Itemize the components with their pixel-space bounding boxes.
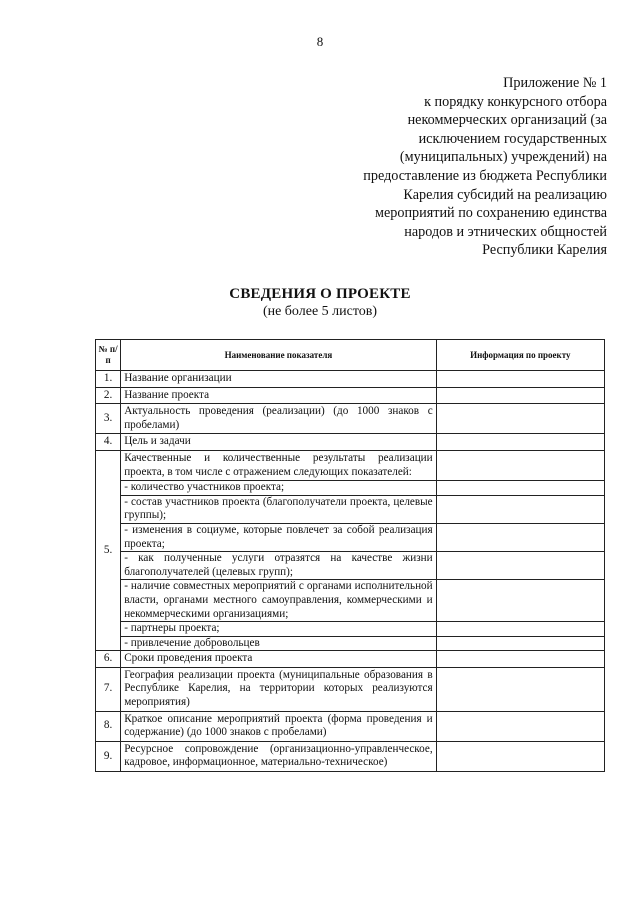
table-subrow (96, 495, 605, 523)
appendix-line: мероприятий по сохранению единства (375, 205, 607, 222)
row-num: 3. (96, 404, 121, 434)
table-subrow (96, 622, 605, 637)
table-row (96, 741, 605, 771)
row-info-cell[interactable] (436, 371, 604, 388)
appendix-line: (муниципальных) учреждений) на (399, 149, 607, 166)
row-info-cell[interactable] (436, 580, 604, 622)
table-subrow (96, 481, 605, 496)
row-name: Ресурсное сопровождение (организационно-управленческое, кадровое, информационное, материально-техническое) (121, 741, 436, 771)
table-subrow (96, 580, 605, 622)
row-num: 4. (96, 434, 121, 451)
appendix-header (317, 74, 607, 260)
row-num: 9. (96, 741, 121, 771)
row-name: Качественные и количественные результаты реализации проекта, в том числе с отражением следующих показателей: (121, 450, 436, 480)
row-info-cell[interactable] (436, 387, 604, 404)
row-info-cell[interactable] (436, 741, 604, 771)
table-row (96, 404, 605, 434)
table-row (96, 387, 605, 404)
row-name: Актуальность проведения (реализации) (до 1000 знаков с пробелами) (121, 404, 436, 434)
table-header-row (96, 340, 605, 371)
row-num: 6. (96, 651, 121, 668)
row-name: Название проекта (121, 387, 436, 404)
row-name: - количество участников проекта; (121, 481, 436, 496)
row-num: 7. (96, 667, 121, 711)
row-info-cell[interactable] (436, 495, 604, 523)
table-row (96, 450, 605, 480)
row-name: - наличие совместных мероприятий с органами исполнительной власти, органами местного самоуправления, коммерческими и некоммерческими организациями; (121, 580, 436, 622)
appendix-line: исключением государственных (418, 130, 607, 147)
row-info-cell[interactable] (436, 651, 604, 668)
appendix-line: Приложение № 1 (503, 75, 607, 91)
table-row (96, 667, 605, 711)
appendix-line: к порядку конкурсного отбора (424, 93, 607, 110)
row-name: Сроки проведения проекта (121, 651, 436, 668)
appendix-line: Карелия субсидий на реализацию (403, 186, 607, 203)
document-title: СВЕДЕНИЯ О ПРОЕКТЕ (229, 286, 411, 302)
row-name: - привлечение добровольцев (121, 636, 436, 651)
document-subtitle: (не более 5 листов) (262, 304, 378, 319)
table-row (96, 711, 605, 741)
row-name: Цель и задачи (121, 434, 436, 451)
table-subrow (96, 523, 605, 551)
row-name: - партнеры проекта; (121, 622, 436, 637)
page-number: 8 (316, 34, 324, 49)
row-info-cell[interactable] (436, 622, 604, 637)
row-info-cell[interactable] (436, 523, 604, 551)
row-name: - изменения в социуме, которые повлечет за собой реализация проекта; (121, 523, 436, 551)
row-info-cell[interactable] (436, 404, 604, 434)
table-row (96, 371, 605, 388)
table-subrow (96, 552, 605, 580)
table-subrow (96, 636, 605, 651)
row-info-cell[interactable] (436, 434, 604, 451)
row-num: 5. (96, 450, 121, 650)
row-num: 8. (96, 711, 121, 741)
row-name: География реализации проекта (муниципальные образования в Республике Карелия, на территории которых реализуются мероприятия) (121, 667, 436, 711)
row-info-cell[interactable] (436, 552, 604, 580)
row-info-cell[interactable] (436, 667, 604, 711)
appendix-line: предоставление из бюджета Республики (363, 167, 607, 184)
appendix-line: некоммерческих организаций (за (407, 112, 607, 129)
row-info-cell[interactable] (436, 636, 604, 651)
row-name: - как полученные услуги отразятся на качестве жизни благополучателей (целевых групп); (121, 552, 436, 580)
project-info-table (95, 339, 605, 772)
table-row (96, 651, 605, 668)
header-name: Наименование показателя (121, 340, 436, 371)
row-info-cell[interactable] (436, 450, 604, 480)
appendix-line: Республики Карелия (482, 242, 607, 259)
appendix-line: народов и этнических общностей (404, 223, 607, 240)
header-info: Информация по проекту (436, 340, 604, 371)
row-name: - состав участников проекта (благополучатели проекта, целевые группы); (121, 495, 436, 523)
row-info-cell[interactable] (436, 711, 604, 741)
row-num: 2. (96, 387, 121, 404)
row-name: Краткое описание мероприятий проекта (форма проведения и содержание) (до 1000 знаков с пробелами) (121, 711, 436, 741)
row-info-cell[interactable] (436, 481, 604, 496)
header-num: № п/п (96, 340, 121, 371)
row-name: Название организации (121, 371, 436, 388)
table-row (96, 434, 605, 451)
row-num: 1. (96, 371, 121, 388)
